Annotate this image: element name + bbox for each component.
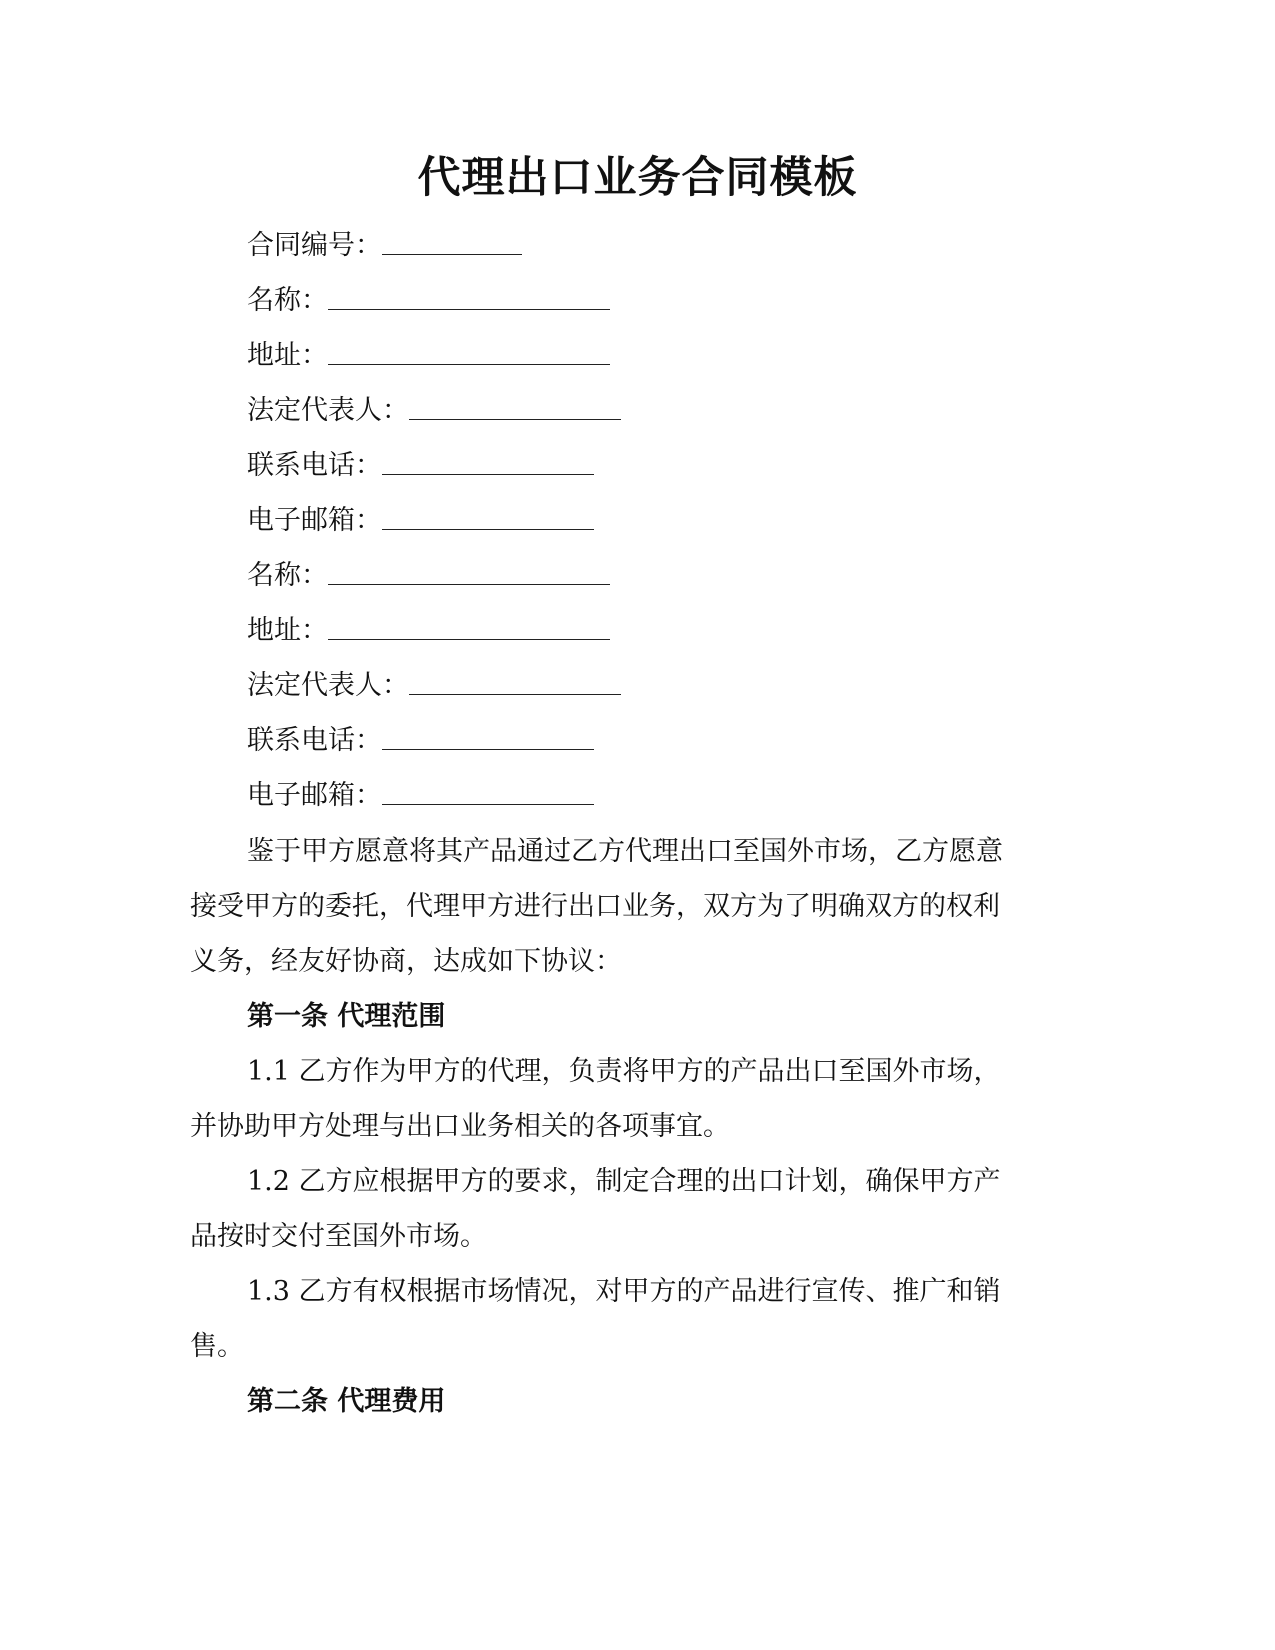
clause-1-3-line: 售。	[190, 1331, 244, 1362]
party-b-phone-field	[247, 721, 594, 761]
field-label: 联系电话：	[247, 450, 382, 481]
clause-1-3-line: 1.3 乙方有权根据市场情况，对甲方的产品进行宣传、推广和销	[247, 1276, 1001, 1307]
clause-1-1-line: 并协助甲方处理与出口业务相关的各项事宜。	[190, 1111, 730, 1142]
party-b-address-field	[247, 611, 610, 651]
blank-line[interactable]	[382, 446, 594, 475]
party-a-name-field	[247, 281, 610, 321]
preamble-line: 鉴于甲方愿意将其产品通过乙方代理出口至国外市场，乙方愿意	[247, 836, 1003, 867]
field-label: 名称：	[247, 285, 328, 316]
blank-line[interactable]	[328, 611, 610, 640]
blank-line[interactable]	[382, 226, 522, 255]
blank-line[interactable]	[382, 501, 594, 530]
blank-line[interactable]	[409, 666, 621, 695]
party-a-phone-field	[247, 446, 594, 486]
blank-line[interactable]	[409, 391, 621, 420]
clause-1-1-line: 1.1 乙方作为甲方的代理，负责将甲方的产品出口至国外市场，	[247, 1056, 1001, 1087]
blank-line[interactable]	[328, 556, 610, 585]
party-a-email-field	[247, 501, 594, 541]
party-b-representative-field	[247, 666, 621, 706]
preamble-line: 接受甲方的委托，代理甲方进行出口业务，双方为了明确双方的权利	[190, 891, 1000, 922]
clause-1-2-line: 1.2 乙方应根据甲方的要求，制定合理的出口计划，确保甲方产	[247, 1166, 1001, 1197]
contract-number-field	[247, 226, 522, 266]
field-label: 联系电话：	[247, 725, 382, 756]
article-2-heading: 第二条 代理费用	[247, 1386, 446, 1417]
document-title: 代理出口业务合同模板	[417, 153, 858, 203]
field-label: 电子邮箱：	[247, 505, 382, 536]
preamble-line: 义务，经友好协商，达成如下协议：	[190, 946, 622, 977]
blank-line[interactable]	[328, 336, 610, 365]
blank-line[interactable]	[328, 281, 610, 310]
blank-line[interactable]	[382, 721, 594, 750]
field-label: 地址：	[247, 340, 328, 371]
field-label: 法定代表人：	[247, 670, 409, 701]
blank-line[interactable]	[382, 776, 594, 805]
clause-1-2-line: 品按时交付至国外市场。	[190, 1221, 487, 1252]
article-1-heading: 第一条 代理范围	[247, 1001, 446, 1032]
field-label: 法定代表人：	[247, 395, 409, 426]
party-b-email-field	[247, 776, 594, 816]
party-a-address-field	[247, 336, 610, 376]
party-a-representative-field	[247, 391, 621, 431]
field-label: 合同编号：	[247, 230, 382, 261]
field-label: 地址：	[247, 615, 328, 646]
field-label: 电子邮箱：	[247, 780, 382, 811]
party-b-name-field	[247, 556, 610, 596]
field-label: 名称：	[247, 560, 328, 591]
